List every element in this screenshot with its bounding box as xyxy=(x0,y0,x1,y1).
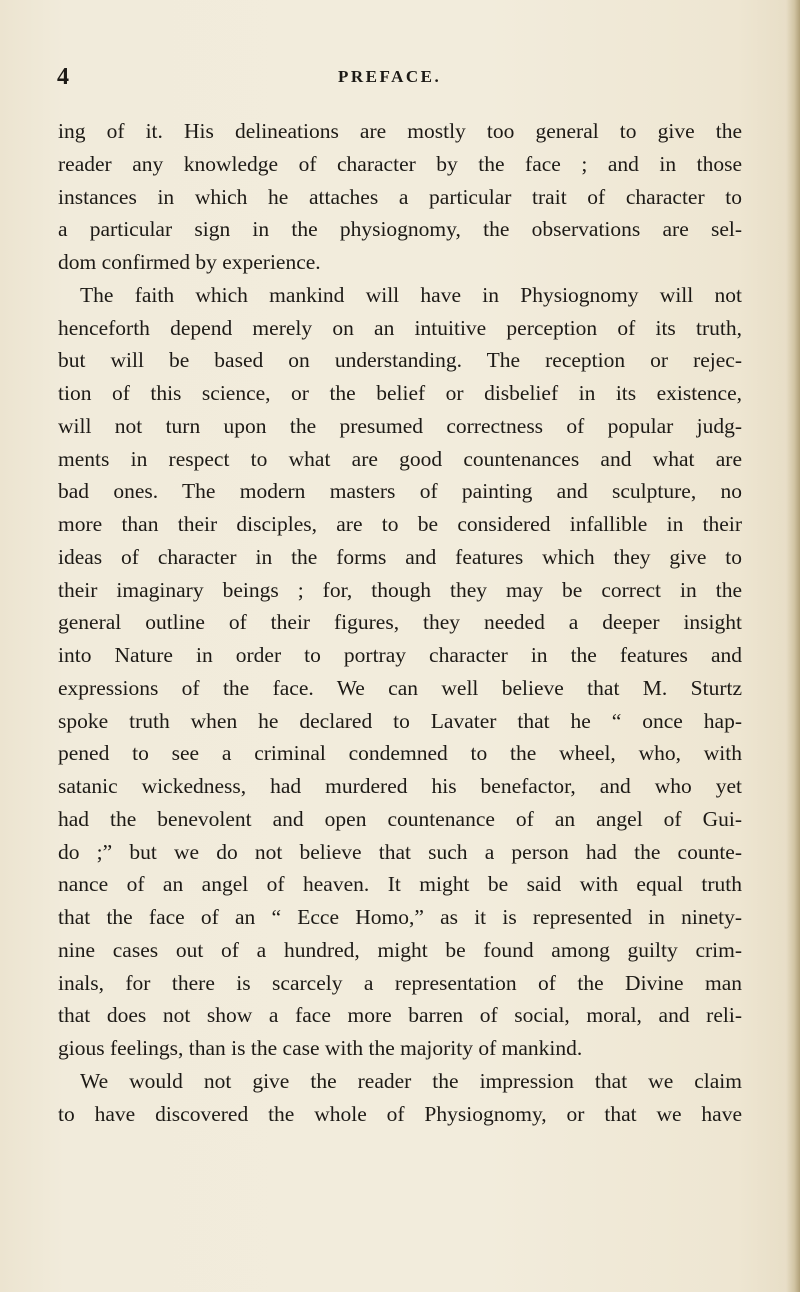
text-line: gious feelings, than is the case with the majority of mankind. xyxy=(58,1036,583,1060)
text-line: expressions of the face. We can well believe that M. Sturtz xyxy=(58,675,742,700)
text-line: henceforth depend merely on an intuitive perception of its truth, xyxy=(58,315,742,340)
text-line: into Nature in order to portray character in the features and xyxy=(58,643,742,667)
page-header xyxy=(57,60,747,94)
text-line: ideas of character in the forms and features which they give to xyxy=(58,544,742,569)
text-line: had the benevolent and open countenance of an angel of Gui- xyxy=(58,806,742,831)
text-line: do ;” but we do not believe that such a person had the counte- xyxy=(58,839,742,864)
body-text xyxy=(58,115,742,1130)
text-line: that does not show a face more barren of social, moral, and reli- xyxy=(58,1003,742,1028)
text-line: ing of it. His delineations are mostly too general to give the xyxy=(58,119,742,143)
page-number: 4 xyxy=(57,64,69,90)
text-line: We would not give the reader the impression that we claim xyxy=(80,1068,742,1093)
text-line: reader any knowledge of character by the face ; and in those xyxy=(58,151,742,176)
text-line: instances in which he attaches a particular trait of character to xyxy=(58,184,742,209)
text-line: will not turn upon the presumed correctness of popular judg- xyxy=(58,413,742,438)
text-line: but will be based on understanding. The reception or rejec- xyxy=(58,348,742,373)
text-line: nance of an angel of heaven. It might be said with equal truth xyxy=(58,872,742,897)
text-line: inals, for there is scarcely a representation of the Divine man xyxy=(58,970,742,995)
text-line: satanic wickedness, had murdered his benefactor, and who yet xyxy=(58,774,742,798)
text-line: their imaginary beings ; for, though they may be correct in the xyxy=(58,577,742,602)
text-line: bad ones. The modern masters of painting and sculpture, no xyxy=(58,479,742,504)
text-line: The faith which mankind will have in Physiognomy will not xyxy=(80,282,742,307)
page-edge-shadow xyxy=(786,0,800,1292)
text-line: general outline of their figures, they needed a deeper insight xyxy=(58,610,742,635)
text-line: tion of this science, or the belief or disbelief in its existence, xyxy=(58,381,742,405)
text-line: that the face of an “ Ecce Homo,” as it is represented in ninety- xyxy=(58,905,742,929)
text-line: more than their disciples, are to be considered infallible in their xyxy=(58,512,742,536)
text-line: nine cases out of a hundred, might be found among guilty crim- xyxy=(58,937,742,962)
text-line: spoke truth when he declared to Lavater that he “ once hap- xyxy=(58,708,742,733)
text-line: pened to see a criminal condemned to the wheel, who, with xyxy=(58,741,742,766)
text-line: ments in respect to what are good countenances and what are xyxy=(58,446,742,471)
running-head: PREFACE. xyxy=(338,67,442,86)
text-line: to have discovered the whole of Physiognomy, or that we have xyxy=(58,1101,742,1126)
text-line: dom confirmed by experience. xyxy=(58,250,321,274)
text-line: a particular sign in the physiognomy, the observations are sel- xyxy=(58,217,742,242)
